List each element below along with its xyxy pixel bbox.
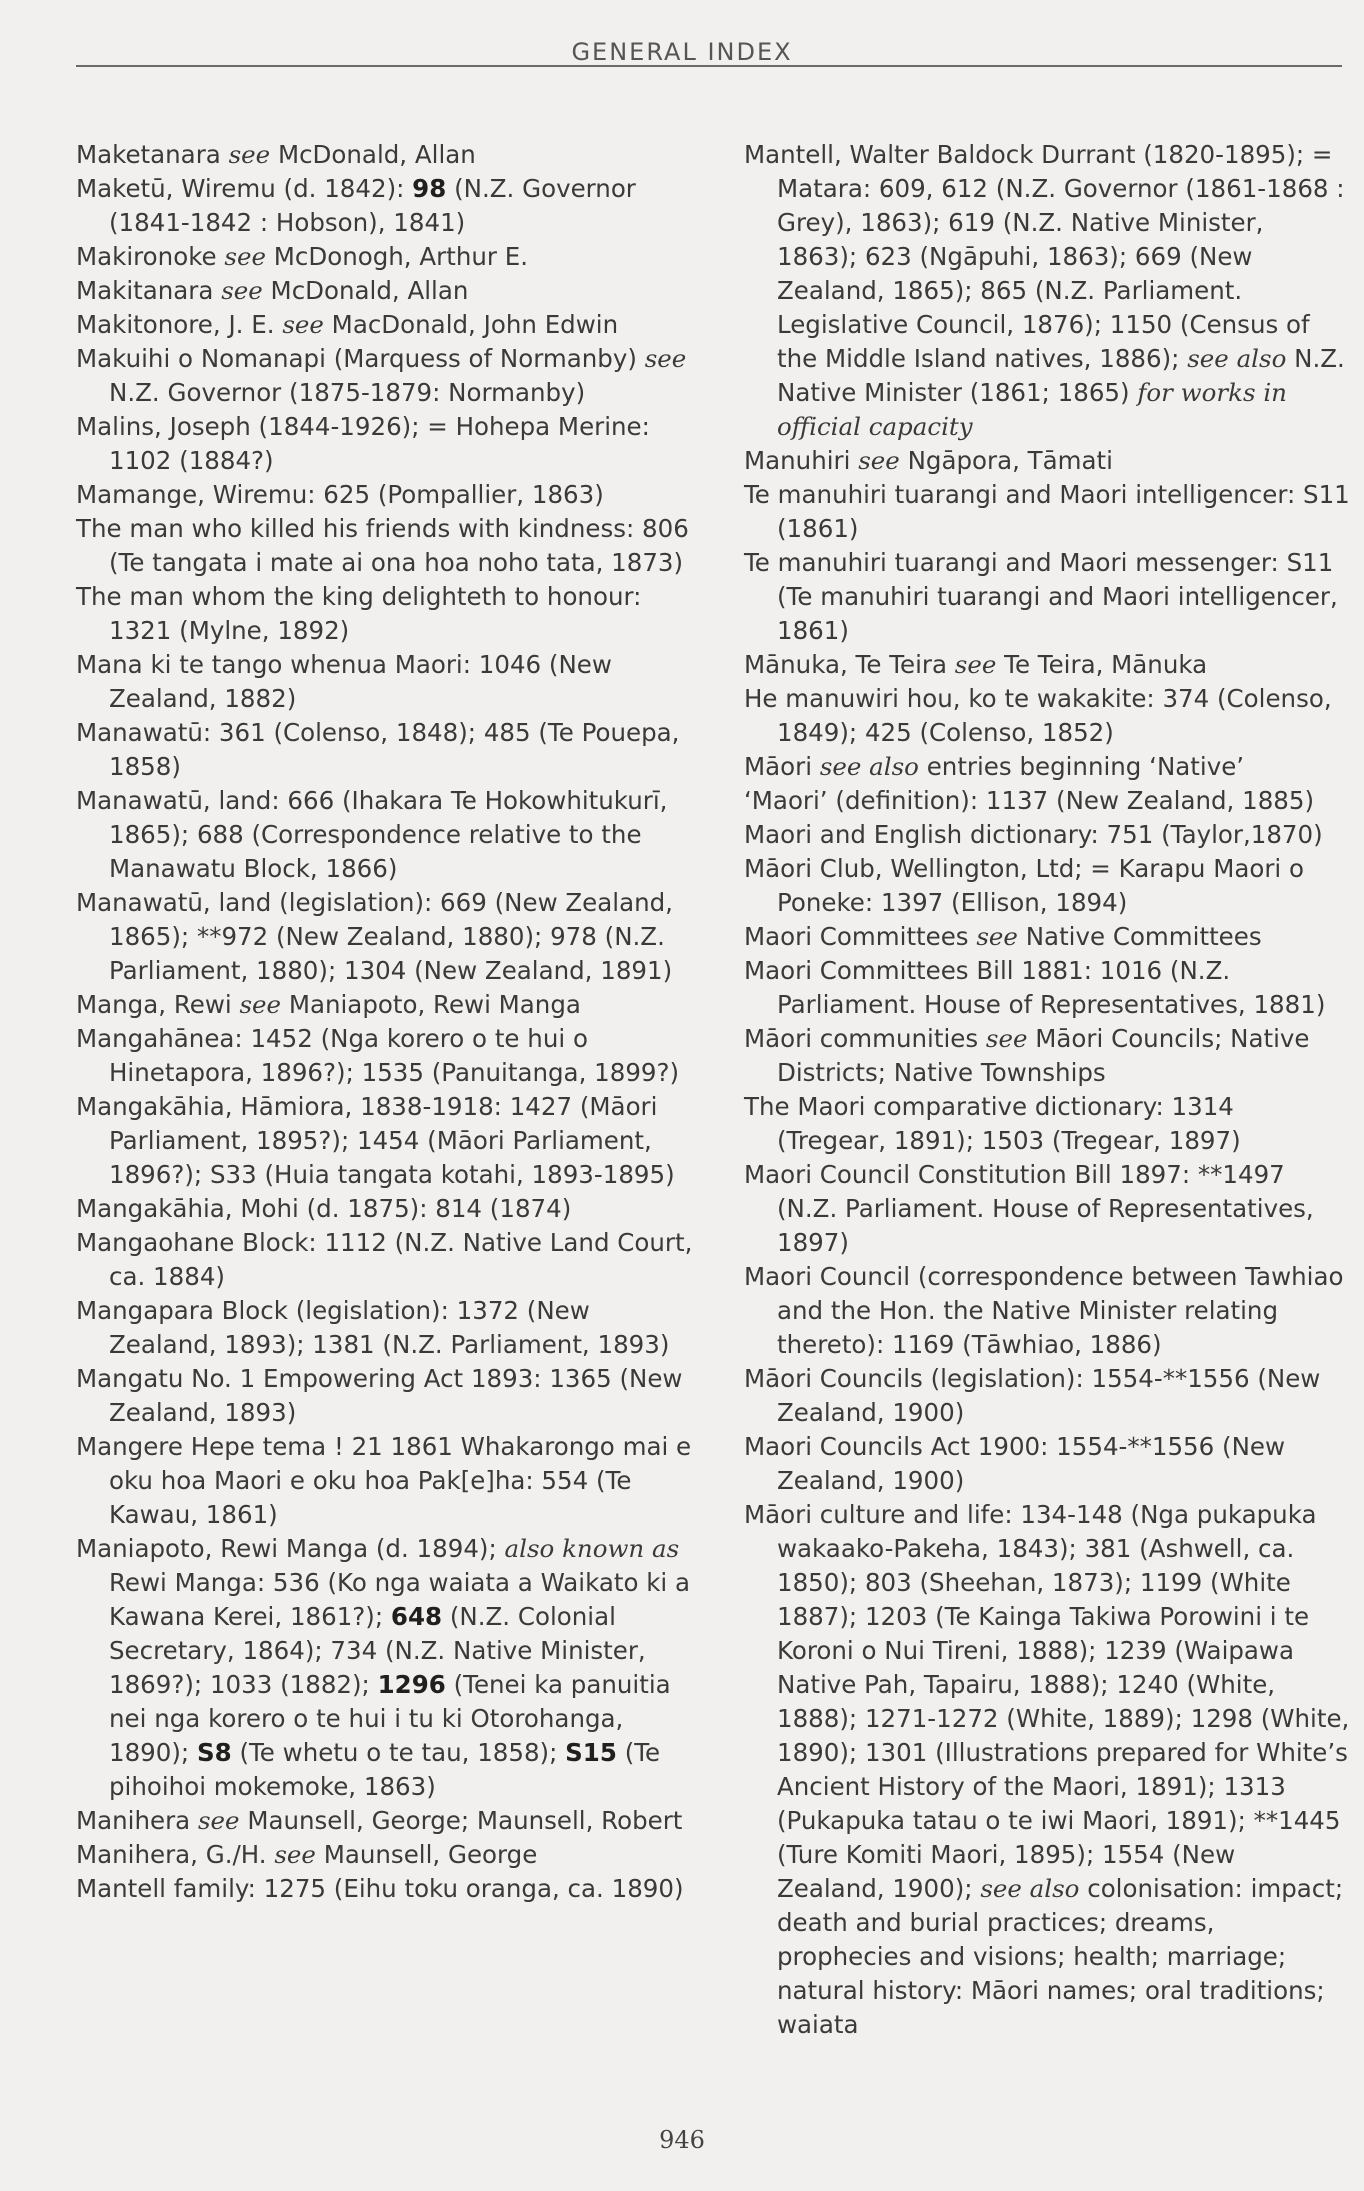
index-entry xyxy=(76,342,696,410)
index-entry-segment: Manihera, G./H. xyxy=(76,1840,275,1869)
index-entry-segment: Manawatū, land (legislation): 669 (New Zealand, 1865); **972 (New Zealand, 1880); 978 (N.Z. Parliament, 1880); 1304 (New Zealand, 1891) xyxy=(76,888,673,985)
index-entry xyxy=(744,954,1350,1022)
index-entry-segment: also known as xyxy=(504,1534,680,1563)
index-entry-segment: McDonald, Allan xyxy=(262,276,469,305)
index-entry xyxy=(76,648,696,716)
index-entry-segment: Maori Councils Act 1900: 1554-**1556 (New Zealand, 1900) xyxy=(744,1432,1286,1495)
index-entry-segment: 648 xyxy=(390,1602,443,1631)
index-entry-segment: Makuihi o Nomanapi (Marquess of Normanby) xyxy=(76,344,645,373)
index-entry xyxy=(744,784,1350,818)
index-entry-segment: Māori Councils; Native Districts; Native Townships xyxy=(777,1024,1310,1087)
index-entry-segment: Māori Club, Wellington, Ltd; = Karapu Maori o Poneke: 1397 (Ellison, 1894) xyxy=(744,854,1305,917)
index-entry-segment: see xyxy=(228,140,271,169)
index-entry-segment: Rewi Manga: 536 (Ko nga waiata a Waikato ki a Kawana Kerei, 1861?); xyxy=(109,1568,691,1631)
index-entry-segment: Maketū, Wiremu (d. 1842): xyxy=(76,174,413,203)
index-entry-segment: Mangakāhia, Hāmiora, 1838-1918: 1427 (Māori Parliament, 1895?); 1454 (Māori Parliament, 1896?); S33 (Huia tangata kotahi, 1893-1895) xyxy=(76,1092,675,1189)
index-entry-segment: Maunsell, George xyxy=(315,1840,538,1869)
index-entry-segment: Maniapoto, Rewi Manga xyxy=(281,990,581,1019)
index-entry-segment: Māori culture and life: 134-148 (Nga pukapuka wakaako-Pakeha, 1843); 381 (Ashwell, ca. 1850); 803 (Sheehan, 1873); 1199 (White 1887); 1203 (Te Kainga Takiwa Porowini i te Koroni o Nui Tireni, 1888); 1239 (Waipawa Native Pah, Tapairu, 1888); 1240 (White, 1888); 1271-1272 (White, 1889); 1298 (White, 1890); 1301 (Illustrations prepared for White’s Ancient History of the Maori, 1891); 1313 (Pukapuka tatau o te iwi Maori, 1891); **1445 (Ture Komiti Maori, 1895); 1554 (New Zealand, 1900); xyxy=(744,1500,1350,1903)
index-entry-segment: see also xyxy=(980,1874,1080,1903)
index-entry-segment: MacDonald, John Edwin xyxy=(323,310,619,339)
index-entry xyxy=(744,1430,1350,1498)
index-entry-segment: see xyxy=(197,1806,240,1835)
page-header-title: GENERAL INDEX xyxy=(571,38,793,66)
index-entry-segment: see xyxy=(976,922,1018,951)
index-entry-segment: colonisation: impact; death and burial practices; dreams, prophecies and visions; health; marriage; natural history: Māori names; oral traditions; waiata xyxy=(777,1874,1344,2039)
index-entry xyxy=(76,580,696,648)
index-entry xyxy=(744,818,1350,852)
index-entry-segment: Manihera xyxy=(76,1806,198,1835)
index-entry xyxy=(744,750,1350,784)
index-entry-segment: Manawatū, land: 666 (Ihakara Te Hokowhitukurī, 1865); 688 (Correspondence relative to the Manawatu Block, 1866) xyxy=(76,786,668,883)
index-entry xyxy=(76,410,696,478)
index-entry xyxy=(76,784,696,886)
index-entry-segment: see xyxy=(274,1840,316,1869)
index-entry-segment: Māori communities xyxy=(744,1024,986,1053)
index-entry xyxy=(76,240,696,274)
index-entry-segment: (N.Z. Colonial Secretary, 1864); 734 (N.Z. Native Minister, 1869?); 1033 (1882); xyxy=(109,1602,646,1699)
index-entry-segment: McDonald, Allan xyxy=(270,140,476,169)
index-entry xyxy=(76,716,696,784)
index-entry xyxy=(76,1362,696,1430)
index-entry-segment: Mangatu No. 1 Empowering Act 1893: 1365 (New Zealand, 1893) xyxy=(76,1364,683,1427)
index-entry-segment: (Te whetu o te tau, 1858); xyxy=(231,1738,566,1767)
index-entry-segment: Te Teira, Mānuka xyxy=(996,650,1208,679)
index-entry-segment: Maketanara xyxy=(76,140,229,169)
index-entry-segment: see xyxy=(239,990,282,1019)
index-entry-segment: see also xyxy=(819,752,919,781)
index-entry-segment: Makironoke xyxy=(76,242,225,271)
index-entry-segment: Mamange, Wiremu: 625 (Pompallier, 1863) xyxy=(76,480,604,509)
index-entry-segment: Māori Councils (legislation): 1554-**1556 (New Zealand, 1900) xyxy=(744,1364,1321,1427)
index-entry-segment: Maunsell, George; Maunsell, Robert xyxy=(239,1806,683,1835)
index-entry-segment: Mangapara Block (legislation): 1372 (New Zealand, 1893); 1381 (N.Z. Parliament, 1893) xyxy=(76,1296,670,1359)
index-entry-segment: Makitanara xyxy=(76,276,222,305)
index-entry xyxy=(744,648,1350,682)
header-rule xyxy=(76,65,1342,67)
index-entry xyxy=(76,1226,696,1294)
index-entry xyxy=(744,1260,1350,1362)
index-entry-segment: Mangahānea: 1452 (Nga korero o te hui o Hinetapora, 1896?); 1535 (Panuitanga, 1899?) xyxy=(76,1024,680,1087)
index-entry xyxy=(744,444,1350,478)
index-entry-segment: N.Z. Governor (1875-1879: Normanby) xyxy=(109,378,586,407)
index-entry xyxy=(76,988,696,1022)
index-entry-segment: Mantell family: 1275 (Eihu toku oranga, ca. 1890) xyxy=(76,1874,684,1903)
index-entry xyxy=(744,852,1350,920)
index-entry xyxy=(744,1498,1350,2042)
index-entry xyxy=(76,1022,696,1090)
index-column-right xyxy=(744,138,1350,2042)
index-entry-segment: Manuhiri xyxy=(744,446,859,475)
index-entry-segment: Maori Committees Bill 1881: 1016 (N.Z. Parliament. House of Representatives, 1881) xyxy=(744,956,1326,1019)
index-entry-segment: see xyxy=(644,344,687,373)
index-entry-segment: see xyxy=(985,1024,1028,1053)
index-entry-segment: (Tenei ka panuitia nei nga korero o te hui i tu ki Otorohanga, 1890); xyxy=(109,1670,671,1767)
index-entry-segment: see also xyxy=(1187,344,1287,373)
index-entry-segment: Mantell, Walter Baldock Durrant (1820-1895); = Matara: 609, 612 (N.Z. Governor (1861-1868 : Grey), 1863); 619 (N.Z. Native Minister, 1863); 623 (Ngāpuhi, 1863); 669 (New Zealand, 1865); 865 (N.Z. Parliament. Legislative Council, 1876); 1150 (Census of the Middle Island natives, 1886); xyxy=(744,140,1345,373)
index-entry-segment: McDonogh, Arthur E. xyxy=(265,242,529,271)
index-entry xyxy=(744,682,1350,750)
index-entry-segment: Te manuhiri tuarangi and Maori intelligencer: S11 (1861) xyxy=(744,480,1350,543)
index-entry-segment: Maori and English dictionary: 751 (Taylor,1870) xyxy=(744,820,1323,849)
index-entry-segment: for works in official capacity xyxy=(777,378,1287,441)
index-entry-segment: entries beginning ‘Native’ xyxy=(918,752,1245,781)
index-entry xyxy=(76,478,696,512)
index-entry xyxy=(744,1158,1350,1260)
index-column-left xyxy=(76,138,696,1906)
index-entry-segment: The man who killed his friends with kindness: 806 (Te tangata i mate ai ona hoa noho tata, 1873) xyxy=(76,514,689,577)
index-entry xyxy=(76,1294,696,1362)
index-entry-segment: Maori Council Constitution Bill 1897: **1497 (N.Z. Parliament. House of Representatives, 1897) xyxy=(744,1160,1314,1257)
index-entry xyxy=(744,546,1350,648)
index-entry xyxy=(76,512,696,580)
index-entry-segment: 98 xyxy=(412,174,447,203)
index-entry-segment: see xyxy=(858,446,900,475)
index-entry xyxy=(76,274,696,308)
index-entry xyxy=(76,1838,696,1872)
index-entry-segment: Mangere Hepe tema ! 21 1861 Whakarongo mai e oku hoa Maori e oku hoa Pak[e]ha: 554 (Te Kawau, 1861) xyxy=(76,1432,692,1529)
index-entry xyxy=(744,138,1350,444)
index-entry xyxy=(76,138,696,172)
index-entry xyxy=(744,1022,1350,1090)
index-entry xyxy=(76,1872,696,1906)
index-entry-segment: Maori Committees xyxy=(744,922,977,951)
index-entry xyxy=(76,886,696,988)
index-entry-segment: Māori xyxy=(744,752,820,781)
index-entry xyxy=(76,1192,696,1226)
index-entry-segment: see xyxy=(224,242,266,271)
index-entry-segment: Maniapoto, Rewi Manga (d. 1894); xyxy=(76,1534,505,1563)
page-number: 946 xyxy=(659,2126,705,2154)
index-entry-segment: The Maori comparative dictionary: 1314 (Tregear, 1891); 1503 (Tregear, 1897) xyxy=(744,1092,1241,1155)
index-entry-segment: ‘Maori’ (definition): 1137 (New Zealand, 1885) xyxy=(744,786,1315,815)
index-entry-segment: Makitonore, J. E. xyxy=(76,310,283,339)
index-entry-segment: Maori Council (correspondence between Tawhiao and the Hon. the Native Minister relating thereto): 1169 (Tāwhiao, 1886) xyxy=(744,1262,1344,1359)
index-entry xyxy=(76,1532,696,1804)
index-entry-segment: Mangaohane Block: 1112 (N.Z. Native Land Court, ca. 1884) xyxy=(76,1228,693,1291)
index-entry-segment: see xyxy=(221,276,263,305)
index-entry xyxy=(744,1362,1350,1430)
index-entry-segment: 1296 xyxy=(377,1670,446,1699)
index-entry-segment: Mana ki te tango whenua Maori: 1046 (New Zealand, 1882) xyxy=(76,650,612,713)
index-entry-segment: N.Z. Native Minister (1861; 1865) xyxy=(777,344,1345,407)
index-entry-segment: The man whom the king delighteth to honour: 1321 (Mylne, 1892) xyxy=(76,582,642,645)
index-entry-segment: Native Committees xyxy=(1017,922,1262,951)
index-entry xyxy=(76,172,696,240)
index-entry-segment: Malins, Joseph (1844-1926); = Hohepa Merine: 1102 (1884?) xyxy=(76,412,650,475)
index-entry xyxy=(76,1090,696,1192)
index-entry-segment: see xyxy=(282,310,324,339)
index-entry xyxy=(744,1090,1350,1158)
index-entry-segment: Manga, Rewi xyxy=(76,990,240,1019)
index-entry xyxy=(76,1430,696,1532)
index-entry-segment: Mānuka, Te Teira xyxy=(744,650,955,679)
index-entry xyxy=(76,308,696,342)
index-entry-segment: S15 xyxy=(565,1738,617,1767)
index-entry xyxy=(76,1804,696,1838)
index-entry-segment: (N.Z. Governor (1841-1842 : Hobson), 1841) xyxy=(109,174,636,237)
index-entry-segment: He manuwiri hou, ko te wakakite: 374 (Colenso, 1849); 425 (Colenso, 1852) xyxy=(744,684,1332,747)
index-entry-segment: Mangakāhia, Mohi (d. 1875): 814 (1874) xyxy=(76,1194,572,1223)
index-entry xyxy=(744,920,1350,954)
index-entry-segment: Manawatū: 361 (Colenso, 1848); 485 (Te Pouepa, 1858) xyxy=(76,718,680,781)
index-entry-segment: Te manuhiri tuarangi and Maori messenger: S11 (Te manuhiri tuarangi and Maori intelligencer, 1861) xyxy=(744,548,1338,645)
index-entry-segment: Ngāpora, Tāmati xyxy=(899,446,1113,475)
index-entry-segment: S8 xyxy=(196,1738,232,1767)
index-entry-segment: (Te pihoihoi mokemoke, 1863) xyxy=(109,1738,661,1801)
index-entry xyxy=(744,478,1350,546)
index-entry-segment: see xyxy=(954,650,997,679)
